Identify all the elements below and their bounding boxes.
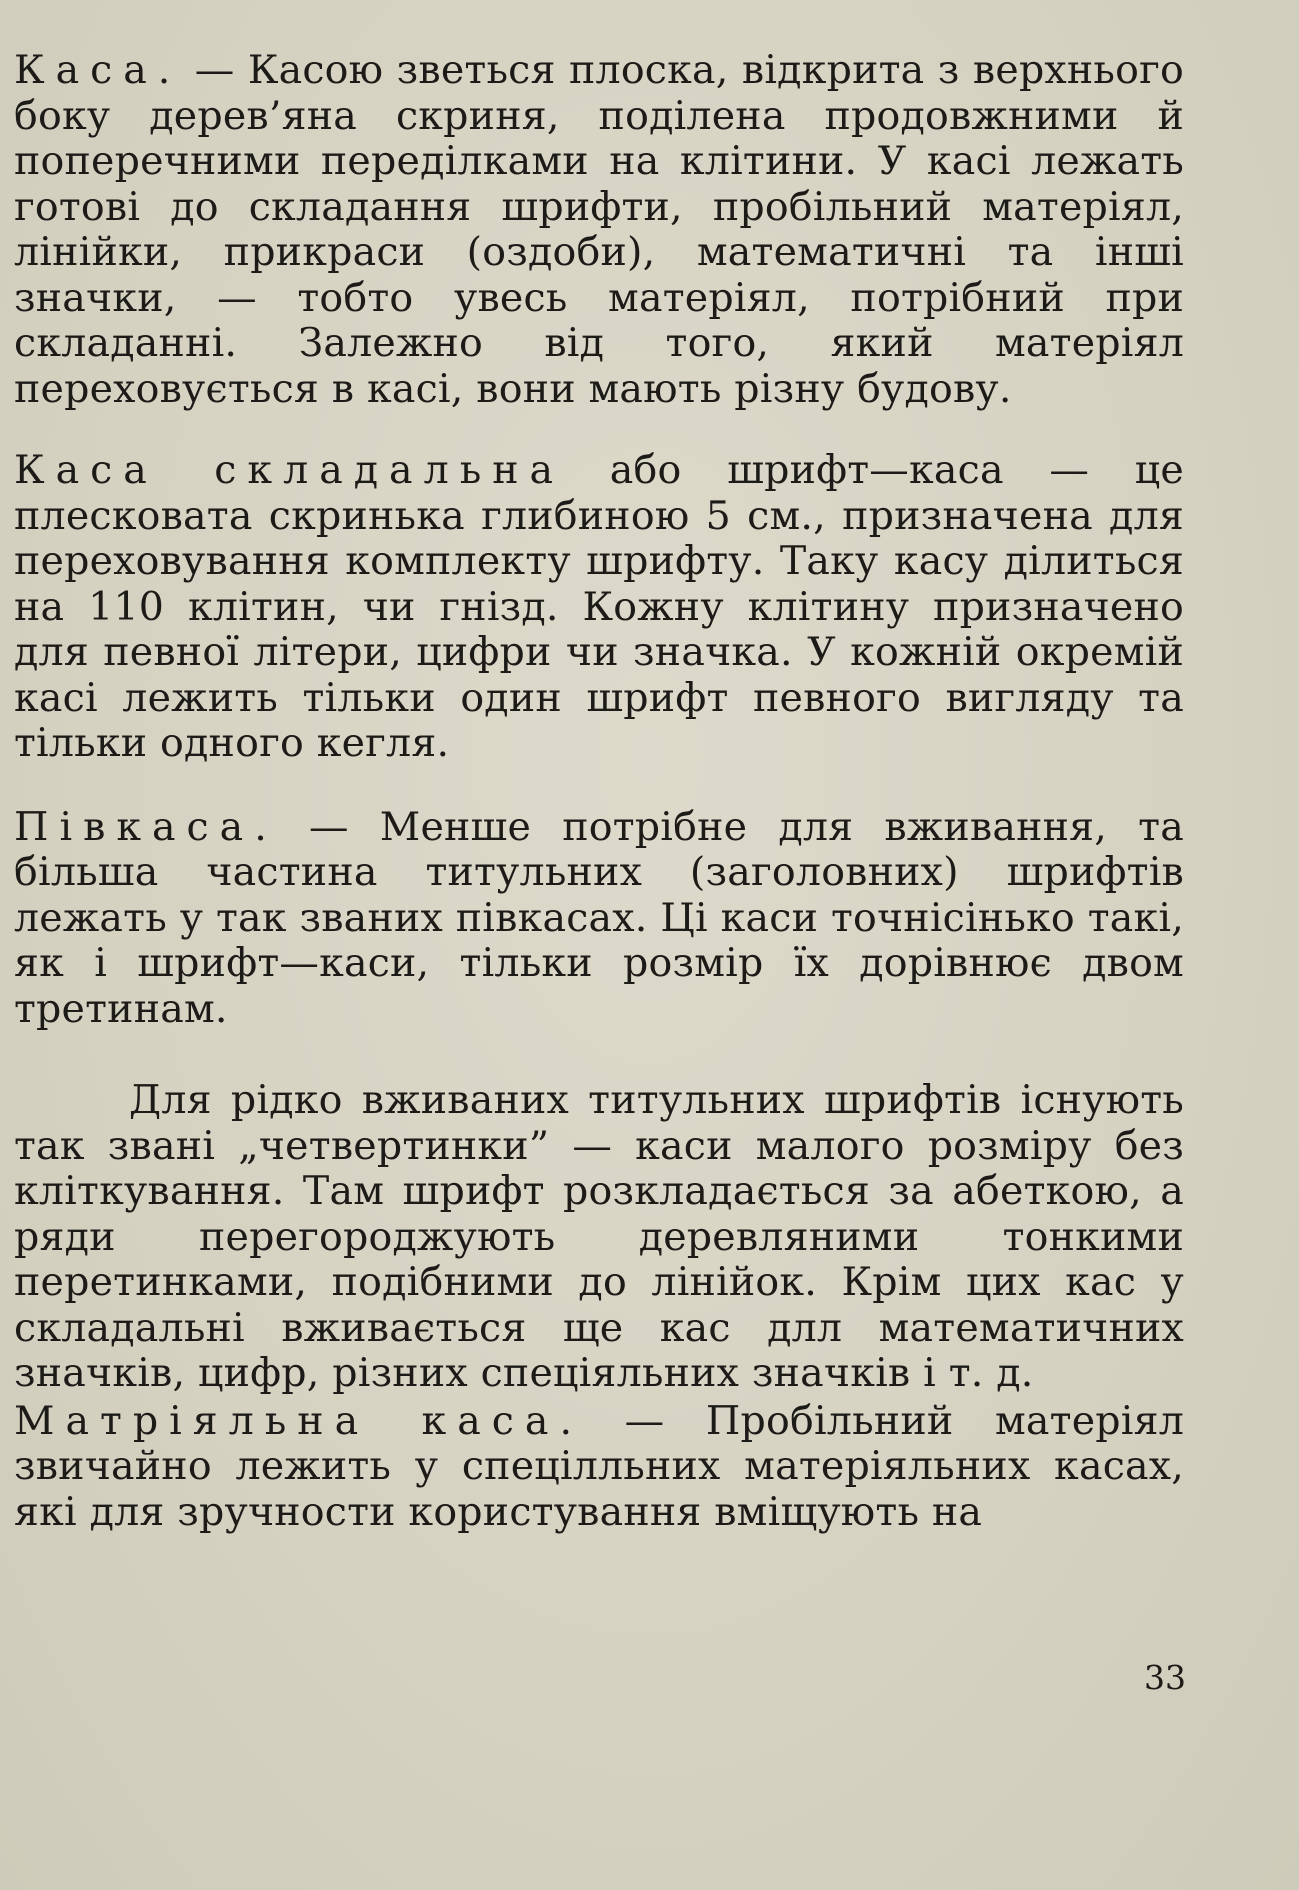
term-materialna-kasa: Матріяльна каса. — [14, 1397, 584, 1444]
paragraph-kasa-skladalna-text: або шрифт—каса — це плесковата скринька глибиною 5 см., призначена для переховування комплекту шрифту. Таку касу ділиться на 110 клітин, чи гнізд. Кожну клітину призначено для певної літери, цифри чи значка. У кожній окремій касі лежить тільки один шрифт певного вигляду та тільки одного кегля. — [14, 447, 1184, 766]
paragraph-pivkasa-text: — Менше потрібне для вживання, та більша частина титульних (заголовних) шрифтів лежать у так званих півкасах. Ці каси точнісінько такі, як і шрифт—каси, тільки розмір їх дорівнює двом третинам. — [14, 803, 1184, 1032]
paragraph-materialna-kasa — [14, 1399, 1184, 1536]
paragraph-chetvertynky — [14, 1078, 1184, 1397]
page-body — [14, 48, 1184, 1535]
term-pivkasa: Півкаса. — [14, 803, 278, 850]
paragraph-kasa — [14, 48, 1184, 412]
paragraph-materialna-kasa-text: — Пробільний матеріял звичайно лежить у спецілльних матеріяльних касах, які для зручности користування вміщують на — [14, 1397, 1184, 1535]
paragraph-kasa-skladalna — [14, 448, 1184, 767]
term-kasa: Каса. — [14, 47, 182, 93]
paragraph-kasa-text: — Касою зветься плоска, відкрита з верхнього боку дерев’яна скриня, поділена продовжними й поперечними переділками на клітини. У касі лежать готові до складання шрифти, пробільний матеріял, лінійки, прикраси (оздоби), математичні та інші значки, — тобто увесь матеріял, потрібний при складанні. Залежно від того, який матеріял переховується в касі, вони мають різну будову. — [14, 47, 1184, 412]
paragraph-chetvertynky-text: Для рідко вживаних титульних шрифтів існують так звані „четвертинки” — каси малого розміру без кліткування. Там шрифт розкладається за абеткою, а ряди перегороджують деревляними тонкими перетинками, подібними до лінійок. Крім цих кас у складальні вживається ще кас длл математичних значків, цифр, різних спеціяльних значків і т. д. — [14, 1077, 1184, 1396]
term-kasa-skladalna: Каса складальна — [14, 447, 565, 493]
paragraph-pivkasa — [14, 805, 1184, 1033]
page-number: 33 — [1144, 1658, 1186, 1697]
